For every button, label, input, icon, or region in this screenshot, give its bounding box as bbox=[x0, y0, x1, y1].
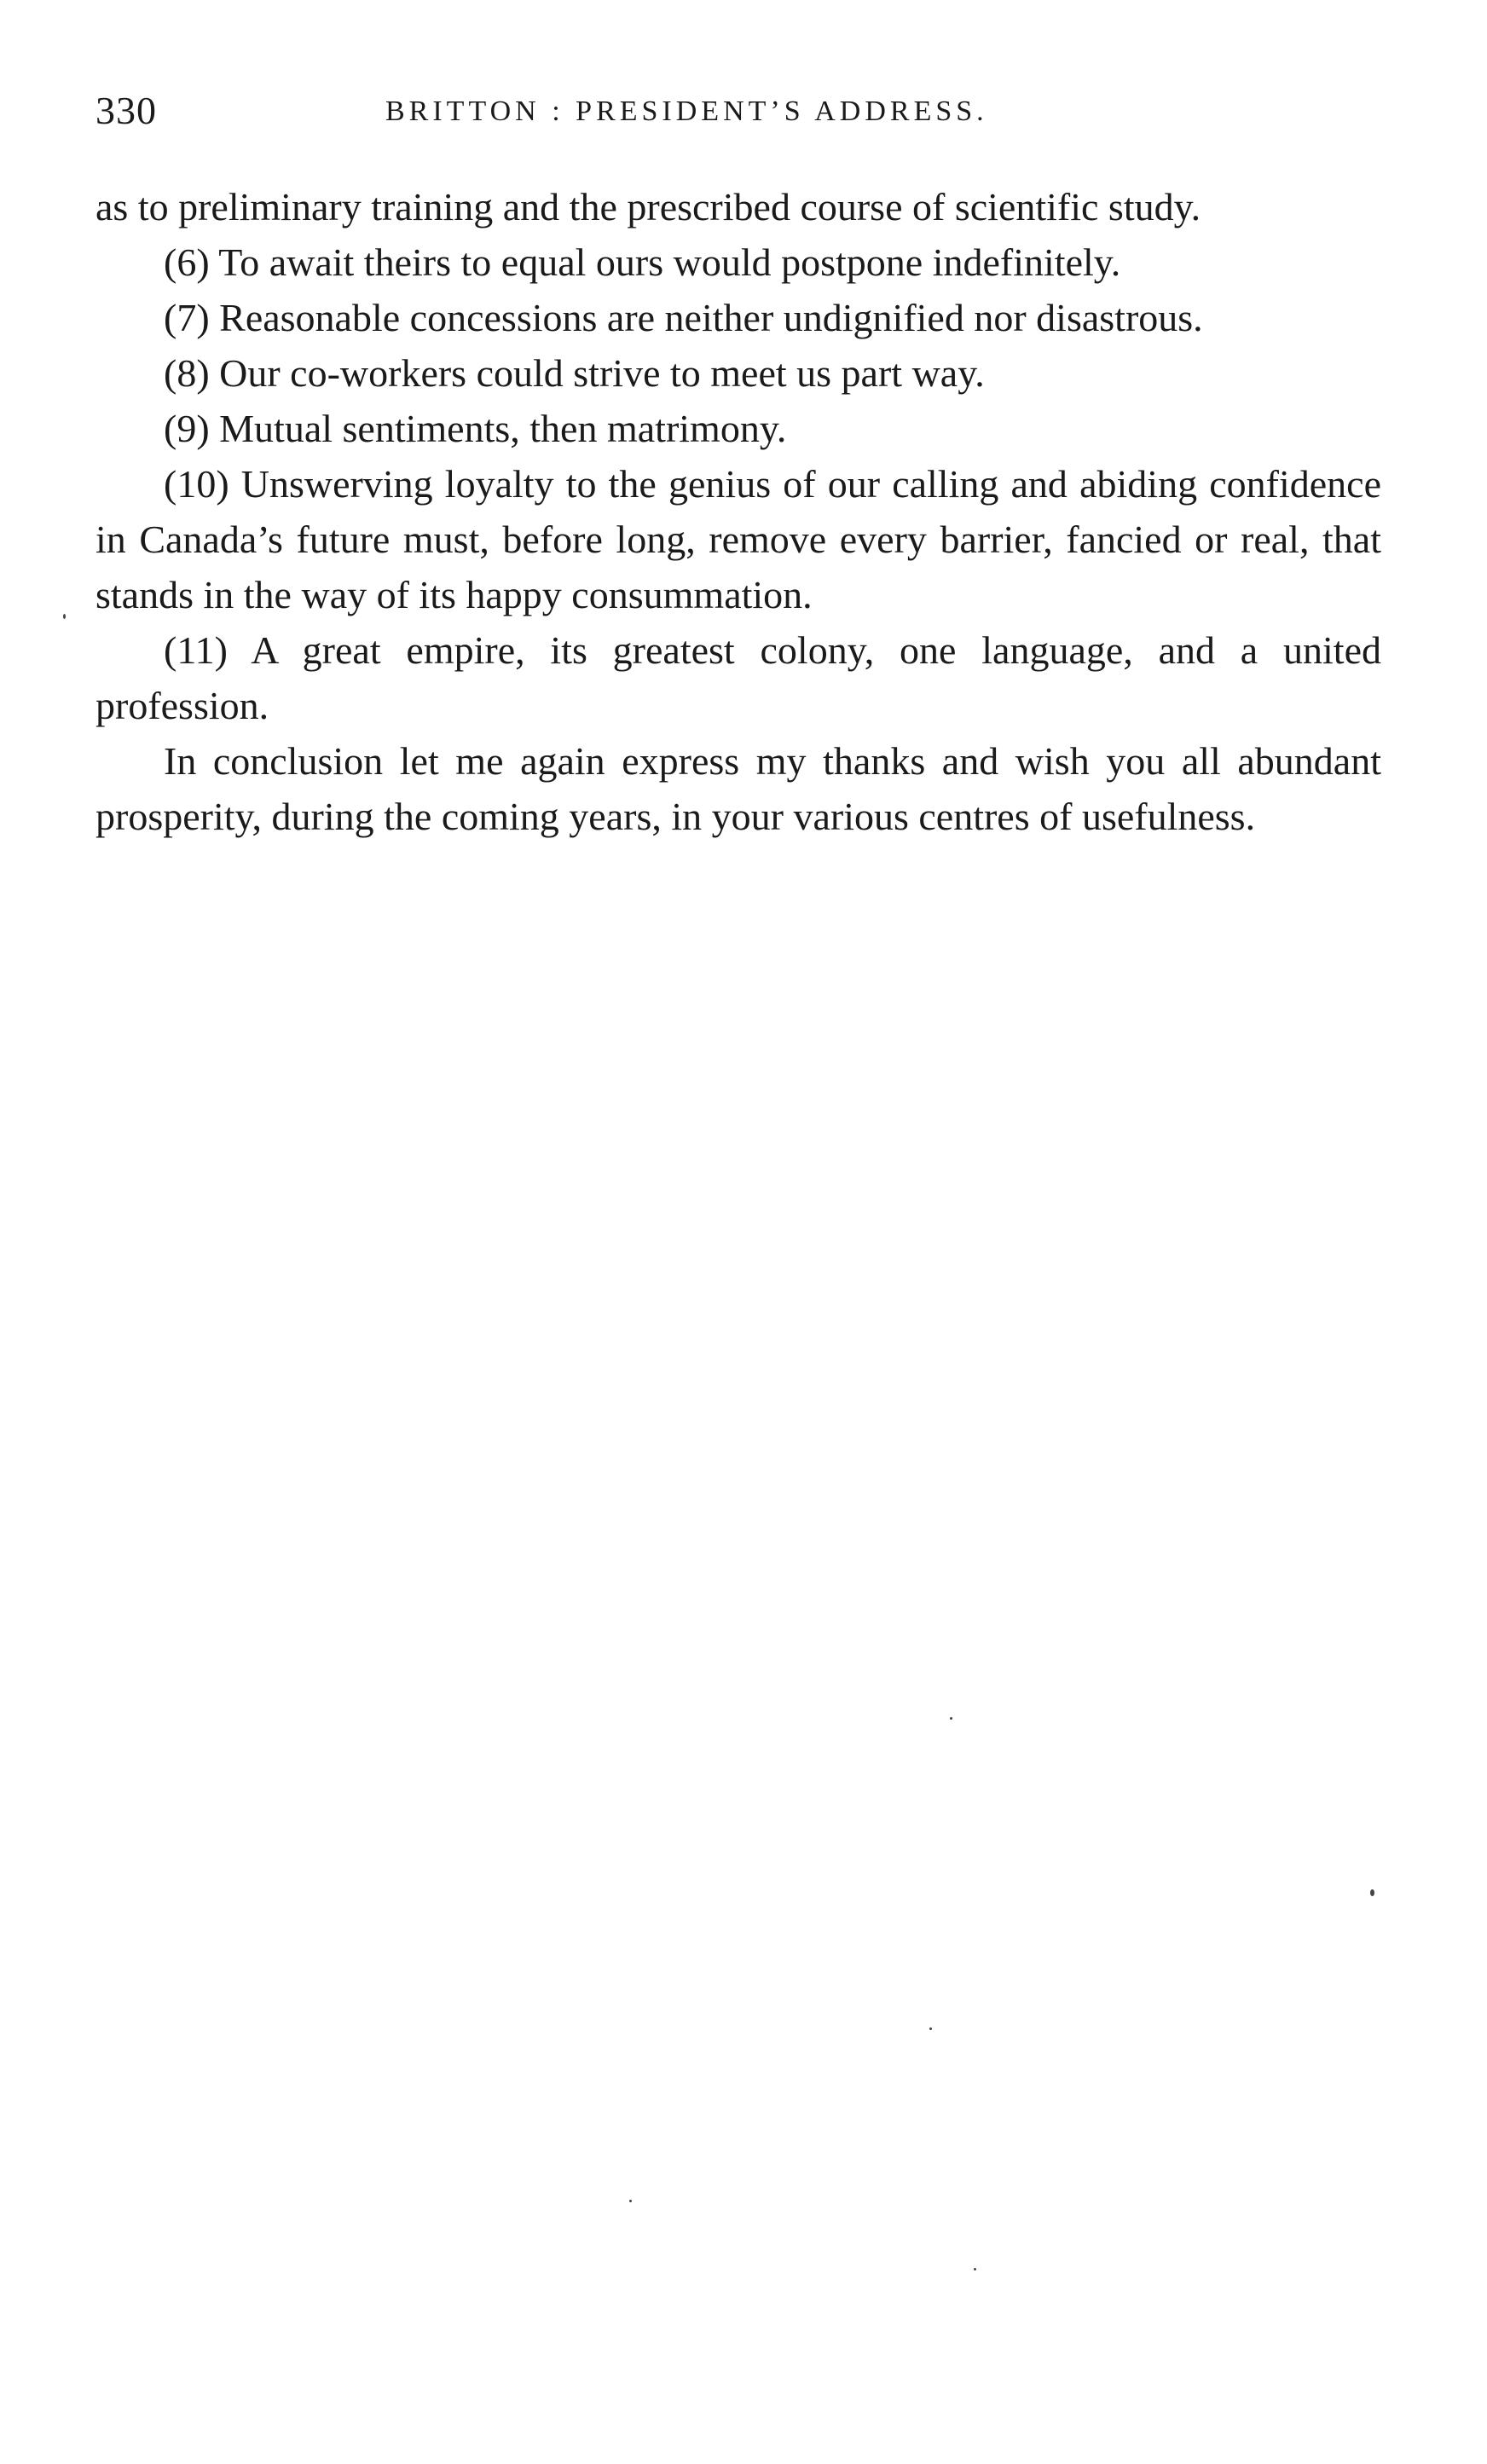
paragraph-conclusion: In conclusion let me again express my thanks and wish you all abundant prosperity, during the coming years, in your various centres of usefulness. bbox=[95, 739, 1381, 838]
running-head: BRITTON : PRESIDENT’S ADDRESS. bbox=[385, 95, 988, 127]
paragraph-item-11: (11) A great empire, its greatest colony, one language, and a united profession. bbox=[95, 628, 1381, 727]
scan-speck bbox=[974, 2268, 976, 2270]
paragraph-item-9: (9) Mutual sentiments, then matrimony. bbox=[164, 407, 787, 450]
page-number: 330 bbox=[95, 89, 157, 132]
scan-speck bbox=[950, 1717, 952, 1720]
paragraph-item-7: (7) Reasonable concessions are neither undignified nor disastrous. bbox=[164, 296, 1203, 339]
paragraph-item-6: (6) To await theirs to equal ours would postpone indefinitely. bbox=[164, 240, 1121, 284]
paragraph-item-8: (8) Our co-workers could strive to meet us part way. bbox=[164, 351, 985, 395]
paragraph-continuation: as to preliminary training and the prescribed course of scientific study. bbox=[95, 185, 1201, 228]
scan-speck bbox=[929, 2027, 932, 2030]
scan-speck bbox=[63, 614, 66, 619]
page-header bbox=[95, 85, 1383, 136]
scan-speck bbox=[629, 2200, 632, 2202]
paragraph-item-10: (10) Unswerving loyalty to the genius of our calling and abiding confidence in Canada’s future must, before long, remove every barrier, fancied or real, that stands in the way of its happy consummation. bbox=[95, 462, 1381, 616]
scan-speck bbox=[1370, 1889, 1374, 1896]
body-text bbox=[95, 179, 1381, 844]
